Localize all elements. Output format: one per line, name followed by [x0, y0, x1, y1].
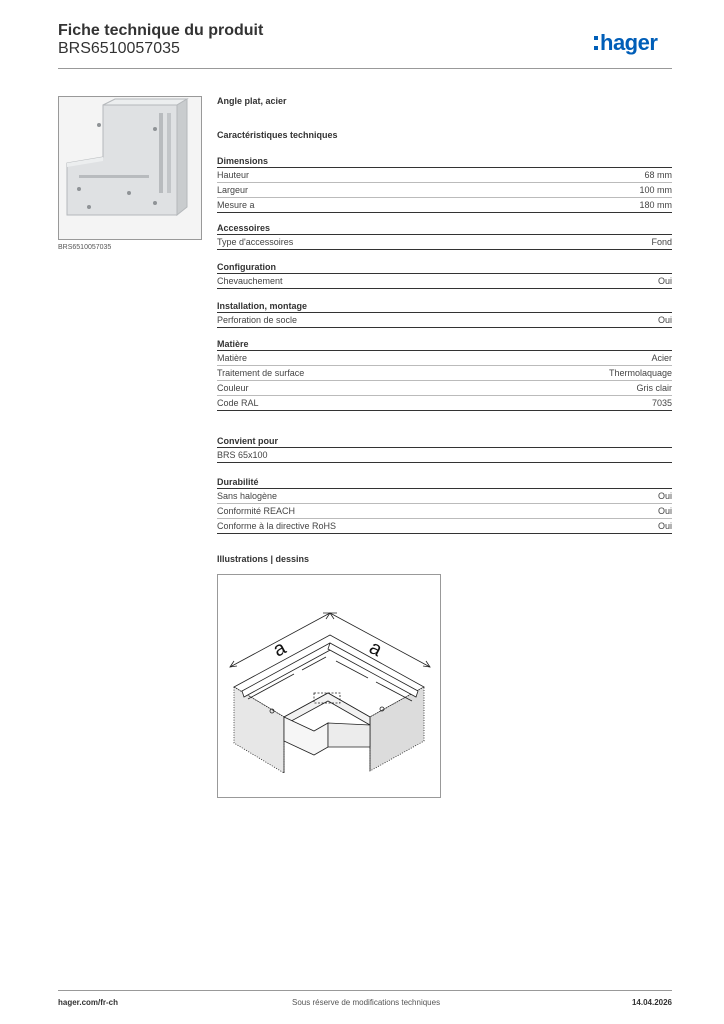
section-suitable-for — [217, 435, 672, 463]
dimension-label-left: a — [269, 636, 290, 662]
section-title: Installation, montage — [217, 300, 672, 313]
spec-row — [217, 168, 672, 183]
section-title: Convient pour — [217, 435, 672, 448]
spec-row — [217, 183, 672, 198]
spec-label: Hauteur — [217, 170, 250, 180]
spec-value: Oui — [657, 521, 672, 531]
section-material — [217, 338, 672, 411]
spec-row — [217, 351, 672, 366]
spec-label: Code RAL — [217, 398, 259, 408]
spec-row — [217, 396, 672, 411]
product-reference: BRS6510057035 — [58, 40, 180, 57]
logo-text: hager — [600, 30, 658, 55]
spec-value: 180 mm — [639, 200, 672, 210]
spec-row — [217, 381, 672, 396]
spec-row — [217, 313, 672, 328]
product-name: Angle plat, acier — [217, 96, 287, 106]
spec-label: Mesure a — [217, 200, 255, 210]
header-divider — [58, 68, 672, 69]
spec-label: Type d'accessoires — [217, 237, 294, 247]
spec-label: BRS 65x100 — [217, 450, 268, 460]
product-photo-caption: BRS6510057035 — [58, 244, 112, 251]
spec-label: Perforation de socle — [217, 315, 298, 325]
section-title: Matière — [217, 338, 672, 351]
spec-row — [217, 504, 672, 519]
spec-label: Matière — [217, 353, 248, 363]
hager-logo — [594, 30, 657, 56]
section-title: Configuration — [217, 261, 672, 274]
section-title: Dimensions — [217, 155, 672, 168]
logo-dots-icon — [594, 30, 598, 50]
spec-label: Sans halogène — [217, 491, 278, 501]
spec-label: Conformité REACH — [217, 506, 296, 516]
spec-row — [217, 448, 672, 463]
section-title: Accessoires — [217, 222, 672, 235]
spec-value: Acier — [651, 353, 672, 363]
spec-row — [217, 274, 672, 289]
footer-divider — [58, 990, 672, 991]
spec-value: 7035 — [651, 398, 672, 408]
dimension-label-right: a — [365, 636, 386, 662]
footer-website[interactable]: hager.com/fr-ch — [58, 998, 119, 1007]
spec-value: 68 mm — [644, 170, 672, 180]
section-durability — [217, 476, 672, 534]
footer-notice: Sous réserve de modifications techniques — [292, 998, 441, 1007]
product-photo — [58, 96, 202, 240]
characteristics-heading: Caractéristiques techniques — [217, 130, 338, 140]
spec-label: Conforme à la directive RoHS — [217, 521, 337, 531]
spec-label: Chevauchement — [217, 276, 283, 286]
spec-row — [217, 198, 672, 213]
spec-value: Oui — [657, 315, 672, 325]
document-title: Fiche technique du produit — [58, 22, 264, 39]
spec-value: 100 mm — [639, 185, 672, 195]
spec-label: Traitement de surface — [217, 368, 305, 378]
section-dimensions — [217, 155, 672, 213]
spec-value: Oui — [657, 276, 672, 286]
spec-row — [217, 366, 672, 381]
spec-label: Couleur — [217, 383, 249, 393]
spec-value: Gris clair — [636, 383, 672, 393]
section-configuration — [217, 261, 672, 289]
spec-value: Thermolaquage — [608, 368, 672, 378]
spec-value: Fond — [651, 237, 672, 247]
illustrations-heading: Illustrations | dessins — [217, 554, 310, 564]
technical-drawing — [217, 574, 441, 798]
section-title: Durabilité — [217, 476, 672, 489]
spec-row — [217, 235, 672, 250]
section-accessories — [217, 222, 672, 250]
spec-label: Largeur — [217, 185, 249, 195]
section-installation — [217, 300, 672, 328]
footer-date: 14.04.2026 — [631, 998, 672, 1007]
spec-row — [217, 519, 672, 534]
spec-row — [217, 489, 672, 504]
spec-value: Oui — [657, 506, 672, 516]
spec-value: Oui — [657, 491, 672, 501]
